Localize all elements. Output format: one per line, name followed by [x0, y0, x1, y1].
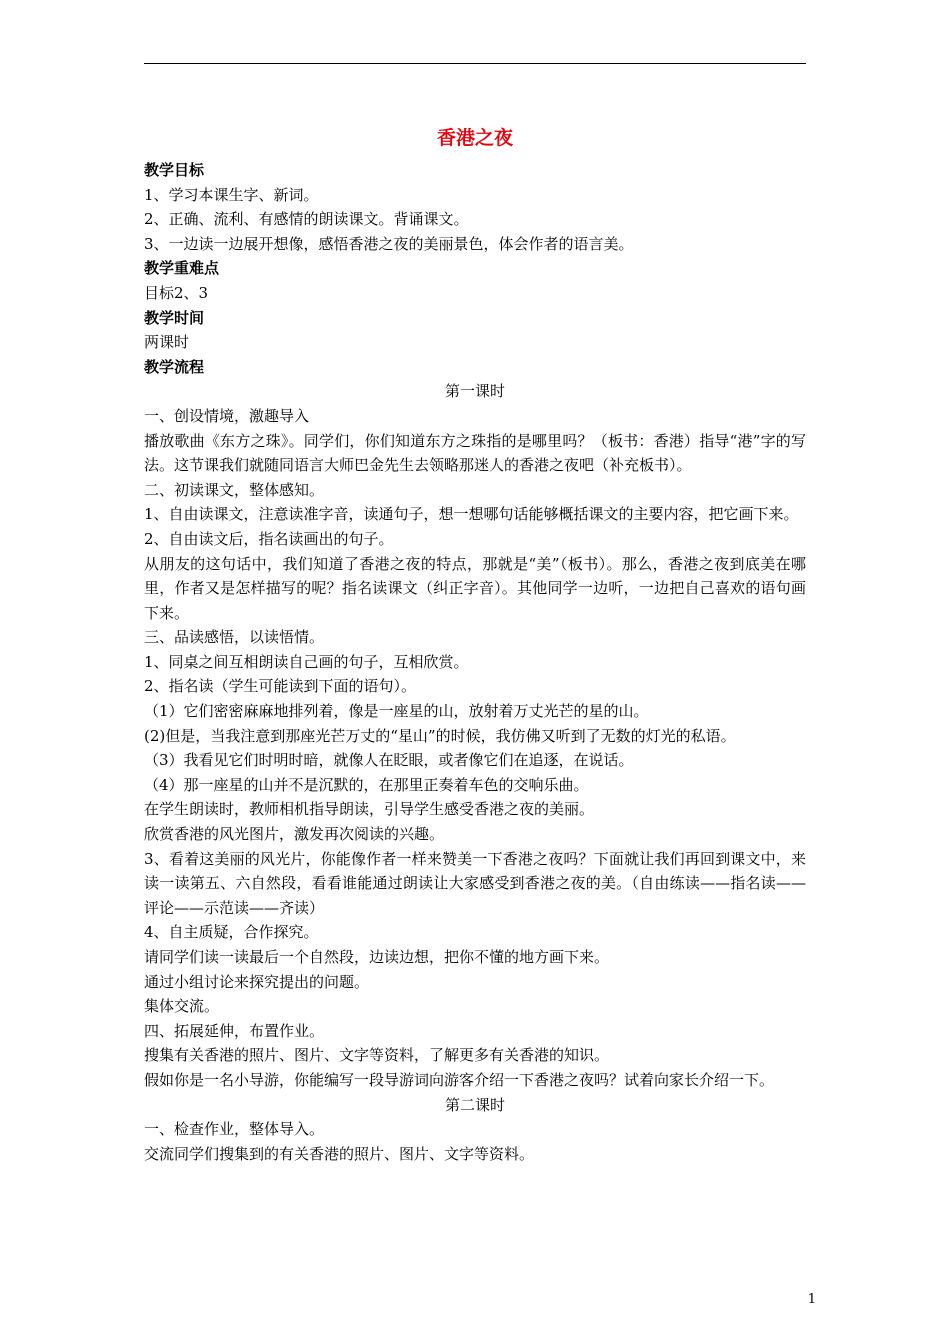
paragraph: 从朋友的这句话中，我们知道了香港之夜的特点，那就是“美”（板书）。那么，香港之夜到底美在哪里，作者又是怎样描写的呢？指名读课文（纠正字音）。其他同学一边听，一边把自己喜欢的语句画下来。	[144, 554, 806, 622]
paragraph: 2、指名读（学生可能读到下面的语句）。	[144, 677, 417, 696]
paragraph: 欣赏香港的风光图片，激发再次阅读的兴趣。	[144, 825, 445, 844]
paragraph: 2、自由读文后，指名读画出的句子。	[144, 529, 394, 548]
page-number: 1	[807, 1292, 816, 1307]
paragraph: 四、拓展延伸，布置作业。	[144, 1021, 325, 1040]
paragraph: 2、正确、流利、有感情的朗读课文。背诵课文。	[144, 210, 469, 229]
paragraph: 3、看着这美丽的风光片，你能像作者一样来赞美一下香港之夜吗？下面就让我们再回到课文中，来读一读第五、六自然段，看看谁能通过朗读让大家感受到香港之夜的美。（自由练读——指名读——评论——示范读——齐读）	[144, 849, 806, 917]
paragraph: 一、创设情境，激趣导入	[144, 406, 310, 425]
paragraph: 通过小组讨论来探究提出的问题。	[144, 972, 370, 991]
document-title: 香港之夜	[436, 127, 513, 149]
paragraph: 1、自由读课文，注意读准字音，读通句子，想一想哪句话能够概括课文的主要内容，把它画下来。	[144, 505, 799, 524]
paragraph: 二、初读课文，整体感知。	[144, 480, 325, 499]
paragraph: 播放歌曲《东方之珠》。同学们，你们知道东方之珠指的是哪里吗？（板书：香港）指导“港”字的写法。这节课我们就随同语言大师巴金先生去领略那迷人的香港之夜吧（补充板书）。	[144, 431, 806, 475]
paragraph: （3）我看见它们时明时暗，就像人在眨眼，或者像它们在追逐，在说话。	[144, 751, 634, 770]
paragraph: 1、同桌之间互相朗读自己画的句子，互相欣赏。	[144, 652, 469, 671]
paragraph: 1、学习本课生字、新词。	[144, 185, 319, 204]
paragraph: 假如你是一名小导游，你能编写一段导游词向游客介绍一下香港之夜吗？试着向家长介绍一下。	[144, 1070, 775, 1089]
paragraph: 目标2、3	[144, 283, 209, 302]
paragraph: （1）它们密密麻麻地排列着，像是一座星的山，放射着万丈光芒的星的山。	[144, 702, 649, 721]
lesson-heading: 第二课时	[444, 1095, 505, 1114]
paragraph: 两课时	[144, 333, 190, 352]
paragraph: 请同学们读一读最后一个自然段，边读边想，把你不懂的地方画下来。	[144, 948, 610, 966]
paragraph: 在学生朗读时，教师相机指导朗读，引导学生感受香港之夜的美丽。	[144, 800, 595, 819]
lesson-heading: 第一课时	[444, 382, 505, 401]
paragraph: 搜集有关香港的照片、图片、文字等资料，了解更多有关香港的知识。	[144, 1046, 610, 1065]
paragraph: 3、一边读一边展开想像，感悟香港之夜的美丽景色，体会作者的语言美。	[144, 234, 634, 253]
section-heading: 教学目标	[144, 161, 205, 179]
header-rule	[144, 63, 806, 64]
document-lines	[144, 158, 806, 1166]
paragraph: 4、自主质疑，合作探究。	[144, 923, 319, 942]
section-heading: 教学重难点	[144, 259, 220, 278]
paragraph: 三、品读感悟，以读悟情。	[144, 628, 325, 647]
document-body	[144, 118, 806, 1166]
section-heading: 教学流程	[144, 357, 205, 376]
paragraph: 一、检查作业，整体导入。	[144, 1120, 325, 1139]
paragraph: （4）那一座星的山并不是沉默的，在那里正奏着车色的交响乐曲。	[144, 775, 589, 794]
paragraph: (2)但是，当我注意到那座光芒万丈的“星山”的时候，我仿佛又听到了无数的灯光的私语。	[144, 726, 736, 745]
section-heading: 教学时间	[144, 308, 205, 327]
paragraph: 集体交流。	[144, 997, 220, 1016]
paragraph: 交流同学们搜集到的有关香港的照片、图片、文字等资料。	[144, 1144, 535, 1163]
